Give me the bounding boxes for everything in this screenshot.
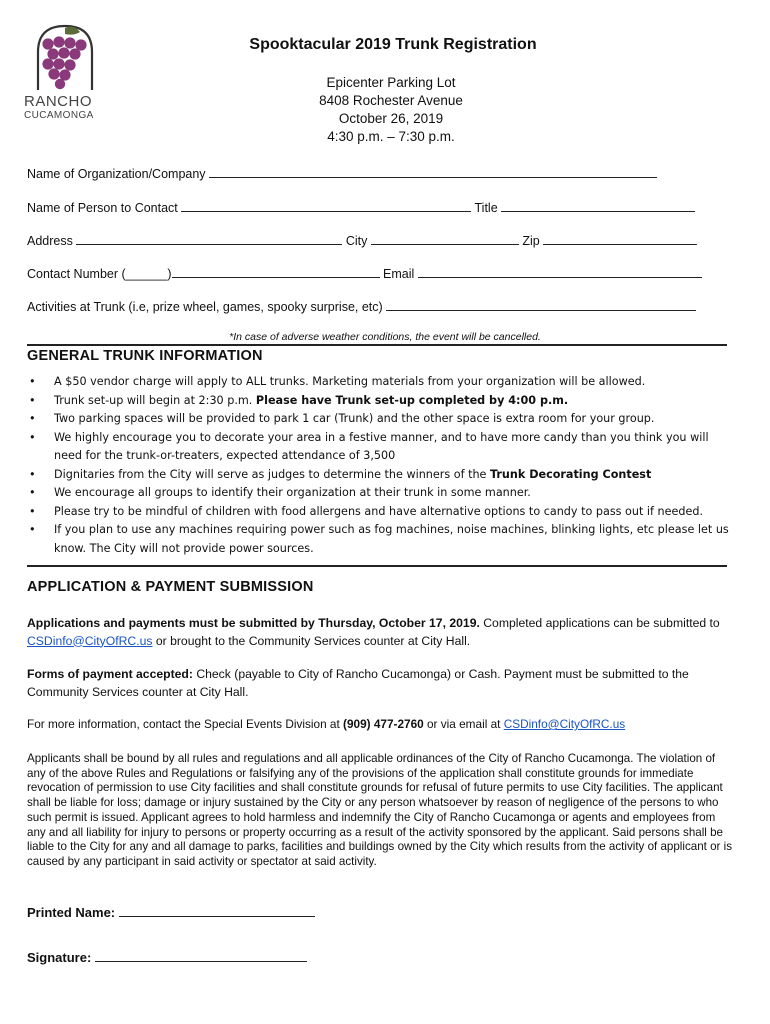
legal-terms: Applicants shall be bound by all rules and regulations and all applicable ordinances of the City of Rancho Cucamonga. The violation of any of the above Rules and Regulations or falsifying any of the provisions of the application shall constitute grounds for immediate revocation of permission to use City facilities and shall constitute grounds for refusal of future permits to use City facilities. The applicant shall be liable for loss; damage or injury sustained by the City or any person whatsoever by reason of negligence of the persons to who such permit is issued. Applicant agrees to hold harmless and indemnify the City of Rancho Cucamonga or agents and employees from any and all liability for injury to persons or property occurring as a result of the activity sponsored by the applicant. Said persons shall be liable to the City for any and all damage to parks, facilities and buildings owned by the City which results from the activity of applicant or is caused by any participant in said activity or spectator at said activity. bbox=[27, 752, 732, 868]
list-item bbox=[29, 484, 729, 503]
list-item-text: A $50 vendor charge will apply to ALL trunks. Marketing materials from your organization will be allowed. bbox=[54, 375, 646, 388]
org-label: Name of Organization/Company bbox=[27, 167, 206, 181]
printed-name-field[interactable] bbox=[119, 902, 315, 917]
contact-text: For more information, contact the Special Events Division at bbox=[27, 717, 340, 731]
event-date: October 26, 2019 bbox=[338, 111, 444, 126]
list-item-text: We encourage all groups to identify their organization at their trunk in some manner. bbox=[54, 486, 531, 499]
payment-paragraph bbox=[27, 666, 727, 701]
page-title-text: Spooktacular 2019 Trunk Registration bbox=[249, 36, 537, 53]
list-item-text: Dignitaries from the City will serve as judges to determine the winners of the bbox=[54, 467, 487, 481]
event-details bbox=[0, 74, 770, 146]
submit-text: Completed applications can be submitted to bbox=[483, 616, 720, 630]
list-item bbox=[29, 392, 729, 411]
activities-field[interactable] bbox=[386, 298, 696, 311]
signature-label: Signature: bbox=[27, 950, 92, 965]
address-row bbox=[27, 232, 697, 248]
section-divider bbox=[27, 344, 727, 346]
zip-field[interactable] bbox=[543, 232, 697, 245]
email-link[interactable]: CSDinfo@CityOfRC.us bbox=[503, 717, 626, 731]
list-item bbox=[29, 373, 729, 392]
list-item-text: Please try to be mindful of children with food allergens and have alternative options to candy to pass out if needed. bbox=[54, 504, 704, 518]
contact-mid-text: or via email at bbox=[427, 717, 501, 731]
list-item-text: If you plan to use any machines requiring power such as fog machines, noise machines, blinking lights, etc please let us know. The City will not provide power sources. bbox=[54, 523, 729, 555]
org-row bbox=[27, 165, 657, 181]
list-item bbox=[29, 410, 729, 429]
list-item bbox=[29, 521, 729, 558]
city-field[interactable] bbox=[371, 232, 519, 245]
contact-field[interactable] bbox=[181, 199, 471, 212]
address-label: Address bbox=[27, 234, 73, 248]
event-address: 8408 Rochester Avenue bbox=[319, 93, 463, 108]
list-item-text: Two parking spaces will be provided to park 1 car (Trunk) and the other space is extra room for your group. bbox=[54, 412, 655, 425]
signature-row bbox=[27, 947, 307, 965]
city-label: City bbox=[345, 234, 368, 248]
printed-name-label: Printed Name: bbox=[27, 905, 116, 920]
general-info-heading: GENERAL TRUNK INFORMATION bbox=[27, 348, 263, 364]
general-info-list bbox=[29, 373, 729, 558]
payment-label: Forms of payment accepted: bbox=[27, 667, 193, 681]
phone-number: (909) 477-2760 bbox=[343, 717, 424, 731]
application-heading: APPLICATION & PAYMENT SUBMISSION bbox=[27, 579, 314, 595]
phone-row bbox=[27, 265, 702, 281]
zip-label: Zip bbox=[522, 234, 540, 248]
phone-field[interactable] bbox=[172, 265, 380, 278]
org-field[interactable] bbox=[209, 165, 657, 178]
contact-label: Name of Person to Contact bbox=[27, 201, 178, 215]
list-item-bold: Please have Trunk set-up completed by 4:00 p.m. bbox=[255, 393, 569, 407]
logo-text-cucamonga: CUCAMONGA bbox=[24, 110, 94, 121]
list-item bbox=[29, 503, 729, 522]
weather-note: *In case of adverse weather conditions, the event will be cancelled. bbox=[229, 331, 541, 343]
section-divider bbox=[27, 565, 727, 567]
event-time: 4:30 p.m. – 7:30 p.m. bbox=[327, 129, 455, 144]
email-link[interactable]: CSDinfo@CityOfRC.us bbox=[27, 633, 153, 648]
list-item-text: We highly encourage you to decorate your area in a festive manner, and to have more candy than you think you will need for the trunk-or-treaters, expected attendance of 3,500 bbox=[54, 430, 709, 462]
activities-label: Activities at Trunk (i.e, prize wheel, games, spooky surprise, etc) bbox=[27, 300, 383, 314]
email-label: Email bbox=[383, 267, 415, 281]
phone-label: Contact Number bbox=[27, 267, 119, 281]
list-item-text: Trunk set-up will begin at 2:30 p.m. bbox=[54, 393, 253, 407]
deadline-text: Applications and payments must be submitted by Thursday, October 17, 2019. bbox=[27, 616, 480, 630]
event-location: Epicenter Parking Lot bbox=[326, 75, 456, 90]
list-item-bold: Trunk Decorating Contest bbox=[490, 467, 652, 481]
title-field[interactable] bbox=[501, 199, 695, 212]
payment-text: Check (payable to City of Rancho Cucamonga) or Cash. Payment must be submitted to the Community Services counter at City Hall. bbox=[27, 667, 689, 699]
activities-row bbox=[27, 298, 696, 314]
list-item bbox=[29, 429, 729, 466]
submit-tail-text: or brought to the Community Services counter at City Hall. bbox=[155, 633, 471, 648]
phone-area-code[interactable]: (______) bbox=[121, 267, 172, 281]
list-item bbox=[29, 466, 729, 485]
contact-paragraph bbox=[27, 716, 747, 734]
logo-text-rancho: RANCHO bbox=[24, 93, 93, 110]
title-label: Title bbox=[474, 201, 498, 215]
contact-row bbox=[27, 199, 695, 215]
email-field[interactable] bbox=[418, 265, 702, 278]
address-field[interactable] bbox=[76, 232, 342, 245]
page-title bbox=[0, 36, 770, 54]
application-paragraph bbox=[27, 615, 727, 650]
signature-field[interactable] bbox=[95, 947, 307, 962]
printed-name-row bbox=[27, 902, 315, 920]
